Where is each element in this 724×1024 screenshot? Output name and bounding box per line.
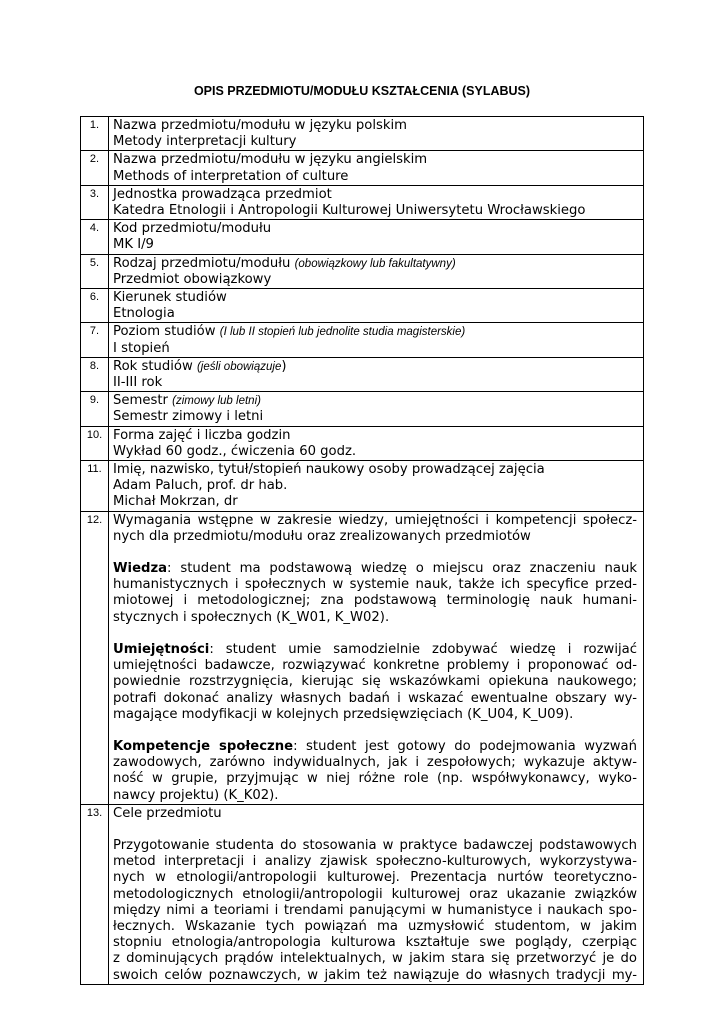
field-value: Methods of interpretation of culture [113, 168, 349, 184]
paragraph-line: : student ma podstawową wiedzę o miejscu oraz znaczeniu nauk [167, 561, 637, 577]
field-label: Imię, nazwisko, tytuł/stopień naukowy osoby prowadzącej zajęcia [113, 462, 545, 478]
paragraph-line: stopniu etnologia/antropologia kulturowa kształtuje swe poglądy, czerpiąc [113, 935, 637, 951]
row-number: 3. [81, 185, 109, 219]
field-note: (jeśli obowiązuje [196, 360, 282, 373]
field-value: Wykład 60 godz., ćwiczenia 60 godz. [113, 443, 357, 459]
field-label: Wymagania wstępne w zakresie wiedzy, umiejętności i kompetencji społecz- [113, 512, 637, 528]
table-row [81, 461, 644, 512]
section-heading: Kompetencje społeczne [113, 738, 294, 754]
paragraph-line: umiejętności badawcze, rozwiązywać konkretne problemy i proponować od- [113, 658, 637, 674]
row-number: 13. [81, 804, 109, 984]
paragraph-line: potrafi dokonać analizy własnych badań i wskazać ewentualne obszary wy- [113, 690, 637, 706]
paragraph-line: ność w grupie, przyjmując w niej różne role (np. współwykonawcy, wyko- [113, 771, 637, 787]
paragraph-line: metod interpretacji i analizy zjawisk społeczno-kulturowych, wykorzystywa- [113, 854, 637, 870]
field-label: Nazwa przedmiotu/modułu w języku polskim [113, 118, 408, 133]
field-value: Katedra Etnologii i Antropologii Kulturowej Uniwersytetu Wrocławskiego [113, 203, 586, 219]
row-number: 12. [81, 511, 109, 804]
row-number: 1. [81, 117, 109, 151]
paragraph-line: : student umie samodzielnie zdobywać wiedzę i rozwijać [209, 641, 637, 657]
paragraph-line: zawodowych, zarówno indywidualnych, jak i zespołowych; wykazuje aktyw- [113, 755, 637, 771]
row-number: 5. [81, 254, 109, 288]
field-note: (obowiązkowy lub fakultatywny) [294, 257, 456, 270]
field-label: Forma zajęć i liczba godzin [113, 427, 291, 443]
table-row [81, 254, 644, 288]
row-number: 6. [81, 289, 109, 323]
row-number: 9. [81, 392, 109, 426]
field-value: Michał Mokrzan, dr [113, 494, 238, 510]
row-number: 7. [81, 323, 109, 357]
paragraph-line: magające modyfikacji w kolejnych przedsięwzięciach (K_U04, K_U09). [113, 706, 574, 722]
paragraph-line: metodologicznych etnologii/antropologii kulturowej oraz ukazanie związków [113, 886, 637, 902]
field-label: Rok studiów [113, 358, 193, 374]
field-value: I stopień [113, 340, 170, 356]
table-row [81, 392, 644, 426]
section-heading: Umiejętności [113, 641, 210, 657]
row-number: 10. [81, 426, 109, 460]
table-row [81, 151, 644, 185]
field-label: Kod przedmiotu/modułu [113, 221, 272, 237]
paragraph-line: łecznych. Wskazanie tych powiązań ma uzmysłowić studentom, w jakim [113, 918, 637, 934]
table-row [81, 426, 644, 460]
table-row [81, 220, 644, 254]
paragraph-line: stycznych i społecznych (K_W01, K_W02). [113, 609, 390, 625]
field-value: Adam Paluch, prof. dr hab. [113, 478, 288, 494]
field-label: Nazwa przedmiotu/modułu w języku angielskim [113, 152, 428, 168]
syllabus-table [80, 116, 644, 985]
row-number: 11. [81, 461, 109, 512]
row-number: 4. [81, 220, 109, 254]
field-value: Etnologia [113, 306, 175, 322]
field-value: Semestr zimowy i letni [113, 409, 264, 425]
table-row [81, 323, 644, 357]
field-label: nych dla przedmiotu/modułu oraz zrealizowanych przedmiotów [113, 528, 531, 544]
paragraph-line: nych w etnologii/antropologii kulturowej. Prezentacja nurtów teoretyczno- [113, 870, 637, 886]
field-note: (I lub II stopień lub jednolite studia magisterskie) [219, 326, 466, 339]
paragraph-line: powiednie rozstrzygnięcia, kierując się wskazówkami opiekuna naukowego; [113, 674, 637, 690]
row-number: 8. [81, 357, 109, 391]
table-row [81, 511, 644, 804]
paragraph-line: między nimi a teoriami i trendami panującymi w humanistyce i naukach spo- [113, 902, 637, 918]
document-title: OPIS PRZEDMIOTU/MODUŁU KSZTAŁCENIA (SYLABUS) [193, 84, 531, 98]
field-note: (zimowy lub letni) [172, 395, 261, 408]
section-heading: Wiedza [113, 561, 168, 577]
field-note-close: ) [281, 358, 287, 374]
paragraph-line: z dominujących prądów intelektualnych, w jakim stara się przetworzyć je do [113, 951, 637, 967]
table-row [81, 185, 644, 219]
field-label: Poziom studiów [113, 324, 216, 340]
paragraph-line: miotowej i metodologicznej; zna podstawową terminologię nauk humani- [113, 593, 637, 609]
field-label: Rodzaj przedmiotu/modułu [113, 255, 291, 271]
paragraph-line: : student jest gotowy do podejmowania wyzwań [293, 738, 637, 754]
paragraph-line: nawcy projektu) (K_K02). [113, 787, 279, 803]
paragraph-line: swoich celów poznawczych, w jakim też nawiązuje do własnych tradycji my- [113, 967, 637, 983]
field-value: Przedmiot obowiązkowy [113, 271, 272, 287]
table-row [81, 804, 644, 984]
paragraph-line: humanistycznych i społecznych w systemie nauk, także ich specyfice przed- [113, 577, 637, 593]
row-number: 2. [81, 151, 109, 185]
table-row [81, 357, 644, 391]
field-label: Cele przedmiotu [113, 805, 222, 821]
field-label: Semestr [113, 393, 168, 409]
table-row [81, 289, 644, 323]
field-value: II-III rok [113, 375, 163, 391]
field-label: Jednostka prowadząca przedmiot [113, 186, 332, 202]
field-label: Kierunek studiów [113, 290, 227, 306]
table-row [81, 117, 644, 151]
paragraph-line: Przygotowanie studenta do stosowania w praktyce badawczej podstawowych [113, 837, 637, 853]
field-value: MK I/9 [113, 237, 154, 253]
field-value: Metody interpretacji kultury [113, 134, 297, 150]
